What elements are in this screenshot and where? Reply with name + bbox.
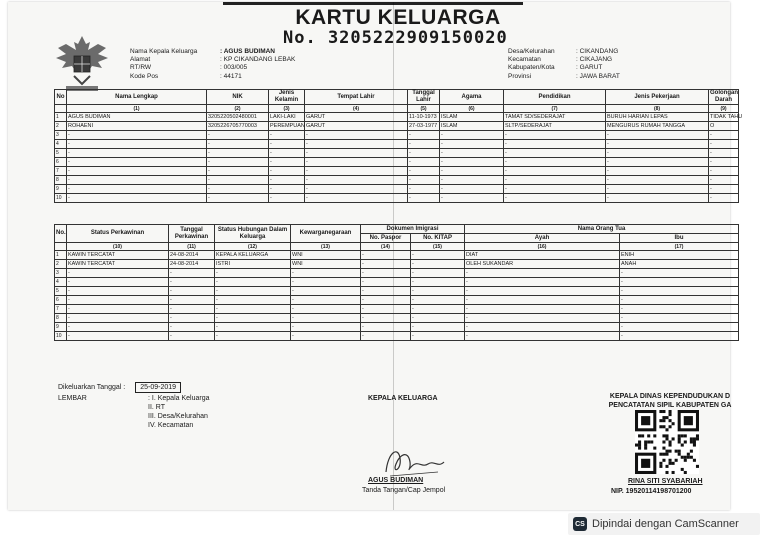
table-cell: -	[620, 314, 739, 323]
table-cell: -	[408, 131, 440, 140]
table-cell: -	[504, 140, 606, 149]
family-head-name: AGUS BUDIMAN	[368, 477, 424, 484]
table-cell: -	[169, 269, 215, 278]
table-cell: -	[606, 149, 709, 158]
table-row	[55, 287, 739, 296]
col-header: Jenis Kelamin	[269, 90, 305, 105]
table-cell: -	[408, 185, 440, 194]
table-cell: -	[305, 140, 408, 149]
table-cell: -	[620, 269, 739, 278]
table-cell: ISTRI	[215, 260, 291, 269]
table-cell: -	[606, 167, 709, 176]
status-table	[54, 224, 739, 341]
row-number: 10	[55, 332, 67, 341]
row-number: 6	[55, 158, 67, 167]
table-cell: -	[291, 296, 361, 305]
table-cell: LAKI-LAKI	[269, 113, 305, 122]
signature-mark	[378, 442, 448, 480]
table-cell: -	[465, 287, 620, 296]
table-row	[55, 122, 739, 131]
table-cell: -	[361, 323, 411, 332]
table-row	[55, 167, 739, 176]
row-number: 4	[55, 278, 67, 287]
status-number-row: (10) (11) (12) (13) (14) (15) (16) (17)	[55, 243, 739, 251]
row-number: 3	[55, 131, 67, 140]
table-row	[55, 269, 739, 278]
info-row-district: Kecamatan : CIKAJANG	[508, 56, 613, 64]
table-cell: -	[305, 131, 408, 140]
issued-date: 25-09-2019	[135, 382, 181, 393]
col-header: Agama	[440, 90, 504, 105]
table-cell: 11-10-1973	[408, 113, 440, 122]
members-table	[54, 89, 743, 203]
info-row-postcode: Kode Pos : 44171	[130, 72, 242, 80]
table-cell: 24-08-2014	[169, 251, 215, 260]
table-cell: -	[67, 140, 207, 149]
table-cell: 27-03-1977	[408, 122, 440, 131]
table-row	[55, 140, 739, 149]
col-header: Tempat Lahir	[305, 90, 408, 105]
lembar-item: : I. Kepala Keluarga	[148, 395, 210, 402]
table-cell: -	[709, 131, 739, 140]
table-cell: -	[305, 185, 408, 194]
table-cell: -	[67, 185, 207, 194]
table-cell: -	[709, 194, 739, 203]
table-cell: -	[291, 269, 361, 278]
table-cell: -	[465, 314, 620, 323]
table-cell: -	[269, 140, 305, 149]
col-subheader: Ibu	[620, 234, 739, 243]
household-info-left	[130, 48, 295, 81]
table-row	[55, 113, 739, 122]
col-subheader: Ayah	[465, 234, 620, 243]
table-cell: -	[411, 332, 465, 341]
table-cell: -	[67, 323, 169, 332]
table-cell: -	[408, 140, 440, 149]
document-title: KARTU KELUARGA	[295, 6, 501, 29]
table-cell: OLEH SUKANDAR	[465, 260, 620, 269]
table-cell: -	[361, 278, 411, 287]
table-cell: ISLAM	[440, 113, 504, 122]
row-number: 8	[55, 314, 67, 323]
table-cell: -	[620, 278, 739, 287]
table-cell: ROHAENI	[67, 122, 207, 131]
table-cell: KAWIN TERCATAT	[67, 260, 169, 269]
row-number: 1	[55, 251, 67, 260]
col-header: Status Hubungan Dalam Keluarga	[215, 225, 291, 243]
table-cell: -	[215, 323, 291, 332]
table-row	[55, 296, 739, 305]
table-cell: -	[411, 323, 465, 332]
table-cell: -	[269, 194, 305, 203]
table-cell: -	[305, 149, 408, 158]
table-cell: -	[411, 296, 465, 305]
table-cell: TAMAT SD/SEDERAJAT	[504, 113, 606, 122]
col-header: Tanggal Lahir	[408, 90, 440, 105]
col-header: Jenis Pekerjaan	[606, 90, 709, 105]
table-cell: -	[215, 287, 291, 296]
table-cell: -	[67, 176, 207, 185]
table-cell: -	[67, 269, 169, 278]
table-cell: -	[207, 167, 269, 176]
table-row	[55, 260, 739, 269]
lembar-item: IV. Kecamatan	[148, 422, 194, 429]
col-subheader: No. KITAP	[411, 234, 465, 243]
table-cell: -	[67, 314, 169, 323]
table-cell: -	[408, 167, 440, 176]
table-cell: -	[215, 314, 291, 323]
table-cell: -	[169, 278, 215, 287]
table-row	[55, 323, 739, 332]
table-cell: -	[215, 269, 291, 278]
info-row-village: Desa/Kelurahan : CIKANDANG	[508, 48, 619, 55]
table-cell: GARUT	[305, 113, 408, 122]
table-cell: -	[440, 176, 504, 185]
table-cell: -	[207, 158, 269, 167]
row-number: 1	[55, 113, 67, 122]
garuda-emblem-icon	[52, 32, 112, 94]
table-row	[55, 278, 739, 287]
row-number: 10	[55, 194, 67, 203]
col-subheader: No. Paspor	[361, 234, 411, 243]
table-cell: -	[504, 176, 606, 185]
info-row-head: Nama Kepala Keluarga : AGUS BUDIMAN	[130, 48, 276, 55]
household-info-right	[508, 48, 620, 81]
table-cell: TIDAK TAHU	[710, 114, 743, 120]
table-cell: -	[411, 278, 465, 287]
table-cell: -	[67, 158, 207, 167]
col-header: No	[55, 90, 67, 105]
table-cell: -	[67, 278, 169, 287]
table-cell: SLTP/SEDERAJAT	[504, 122, 606, 131]
table-cell: -	[361, 269, 411, 278]
table-cell: -	[291, 314, 361, 323]
qr-code-icon	[634, 410, 700, 474]
table-cell: AGUS BUDIMAN	[67, 113, 207, 122]
row-number: 9	[55, 323, 67, 332]
table-cell: -	[709, 158, 739, 167]
info-row-regency: Kabupaten/Kota : GARUT	[508, 64, 603, 72]
lembar-item: III. Desa/Kelurahan	[148, 413, 208, 420]
table-cell: -	[269, 167, 305, 176]
table-cell: -	[465, 332, 620, 341]
table-cell: -	[709, 185, 739, 194]
table-cell: ENIH	[620, 251, 739, 260]
table-cell: -	[408, 176, 440, 185]
table-cell: -	[207, 176, 269, 185]
table-row	[55, 149, 739, 158]
table-cell: -	[291, 305, 361, 314]
signature-caption: Tanda Tangan/Cap Jempol	[362, 487, 446, 494]
table-cell: KAWIN TERCATAT	[67, 251, 169, 260]
col-header: Status Perkawinan	[67, 225, 169, 243]
table-cell: -	[411, 287, 465, 296]
table-row	[55, 158, 739, 167]
officer-nip: NIP. 19520114198701200	[611, 488, 692, 495]
table-cell: -	[291, 287, 361, 296]
lembar-label: LEMBAR	[58, 395, 87, 402]
table-cell: 3205220502480001	[207, 113, 269, 122]
table-cell: -	[291, 332, 361, 341]
table-cell: -	[305, 176, 408, 185]
table-cell: -	[620, 323, 739, 332]
table-cell: -	[620, 332, 739, 341]
lembar-list	[148, 394, 210, 430]
table-cell: -	[361, 287, 411, 296]
table-cell: -	[465, 278, 620, 287]
table-cell: -	[465, 269, 620, 278]
table-cell: BURUH HARIAN LEPAS	[606, 113, 709, 122]
table-cell: -	[67, 131, 207, 140]
table-cell: -	[169, 323, 215, 332]
table-cell: -	[440, 167, 504, 176]
table-cell: -	[620, 287, 739, 296]
row-number: 6	[55, 296, 67, 305]
table-cell: MENGURUS RUMAH TANGGA	[606, 122, 709, 131]
info-row-rtrw: RT/RW : 003/005	[130, 64, 248, 72]
issued-date-line	[58, 382, 181, 393]
table-cell: -	[67, 305, 169, 314]
table-cell: -	[709, 176, 739, 185]
camscanner-badge	[568, 513, 760, 535]
col-header: Tanggal Perkawinan	[169, 225, 215, 243]
table-cell: -	[361, 296, 411, 305]
col-header: Nama Lengkap	[67, 90, 207, 105]
table-cell: -	[606, 194, 709, 203]
table-cell: -	[709, 167, 739, 176]
table-cell: -	[504, 185, 606, 194]
row-number: 8	[55, 176, 67, 185]
table-cell: -	[709, 140, 739, 149]
row-number: 2	[55, 122, 67, 131]
table-cell: -	[169, 305, 215, 314]
table-cell: -	[169, 287, 215, 296]
table-row	[55, 185, 739, 194]
table-cell: -	[408, 194, 440, 203]
table-cell: -	[215, 305, 291, 314]
table-cell: -	[504, 167, 606, 176]
row-number: 7	[55, 167, 67, 176]
table-cell: -	[305, 158, 408, 167]
col-header: Nama Orang Tua	[465, 225, 739, 234]
table-row	[55, 332, 739, 341]
row-number: 2	[55, 260, 67, 269]
row-number: 5	[55, 149, 67, 158]
table-cell: KEPALA KELUARGA	[215, 251, 291, 260]
camscanner-logo-icon: CS	[573, 517, 587, 531]
table-cell: -	[361, 251, 411, 260]
top-edge-band	[223, 2, 523, 5]
row-number: 4	[55, 140, 67, 149]
info-row-address: Alamat : KP CIKANDANG LEBAK	[130, 56, 296, 64]
table-cell: -	[440, 149, 504, 158]
camscanner-label: Dipindai dengan CamScanner	[592, 518, 739, 530]
table-cell: -	[620, 296, 739, 305]
table-cell: -	[606, 185, 709, 194]
table-cell: -	[207, 140, 269, 149]
members-header-row	[55, 90, 739, 105]
table-cell: -	[620, 305, 739, 314]
table-cell: -	[408, 149, 440, 158]
table-cell: -	[606, 176, 709, 185]
table-cell: -	[606, 158, 709, 167]
row-number: 3	[55, 269, 67, 278]
col-header: Golongan Darah	[710, 90, 738, 103]
table-cell: -	[465, 296, 620, 305]
row-number: 7	[55, 305, 67, 314]
row-number: 9	[55, 185, 67, 194]
table-cell: -	[207, 131, 269, 140]
table-cell: -	[269, 131, 305, 140]
table-cell: WNI	[291, 260, 361, 269]
agency-caption: KEPALA DINAS KEPENDUDUKAN D PENCATATAN SIPIL KABUPATEN GA	[608, 393, 732, 409]
table-cell: ANAH	[620, 260, 739, 269]
family-card-document	[8, 2, 743, 510]
table-cell: -	[169, 314, 215, 323]
table-cell: -	[207, 149, 269, 158]
table-cell: -	[67, 296, 169, 305]
col-header: NIK	[207, 90, 269, 105]
table-cell: -	[361, 260, 411, 269]
officer-name: RINA SITI SYABARIAH	[628, 478, 703, 485]
table-cell: -	[440, 185, 504, 194]
row-number: 5	[55, 287, 67, 296]
table-cell: -	[269, 149, 305, 158]
table-cell: -	[709, 149, 739, 158]
table-cell: -	[269, 176, 305, 185]
table-cell: -	[411, 269, 465, 278]
table-cell: -	[207, 194, 269, 203]
sheet-distribution	[58, 394, 210, 429]
table-cell: -	[215, 278, 291, 287]
issued-label: Dikeluarkan Tanggal :	[58, 384, 126, 391]
table-cell: -	[361, 314, 411, 323]
table-cell: 3205226705770003	[207, 122, 269, 131]
table-cell: DIAT	[465, 251, 620, 260]
col-header: Kewarganegaraan	[291, 225, 361, 243]
table-cell: -	[269, 185, 305, 194]
table-cell: -	[361, 332, 411, 341]
table-row	[55, 251, 739, 260]
table-cell: -	[305, 194, 408, 203]
table-row	[55, 176, 739, 185]
table-cell: PEREMPUAN	[270, 123, 305, 129]
table-cell: -	[411, 260, 465, 269]
table-cell: -	[440, 158, 504, 167]
table-cell: -	[465, 323, 620, 332]
col-header: Pendidikan	[504, 90, 606, 105]
table-cell: -	[411, 305, 465, 314]
members-number-row: (1) (2) (3) (4) (5) (6) (7) (8) (9)	[55, 105, 739, 113]
table-cell: -	[305, 167, 408, 176]
table-cell: -	[408, 158, 440, 167]
table-cell: -	[411, 251, 465, 260]
table-cell: 24-08-2014	[169, 260, 215, 269]
family-head-caption: KEPALA KELUARGA	[368, 395, 438, 402]
table-cell: -	[504, 149, 606, 158]
table-cell: -	[411, 314, 465, 323]
table-cell: -	[504, 131, 606, 140]
table-cell: -	[169, 296, 215, 305]
table-cell: -	[361, 305, 411, 314]
table-cell: -	[207, 185, 269, 194]
table-row	[55, 194, 739, 203]
col-header: Dokumen Imigrasi	[361, 225, 465, 234]
table-cell: -	[215, 296, 291, 305]
family-card-number: No. 3205222909150020	[283, 28, 508, 48]
table-row	[55, 314, 739, 323]
table-cell: O	[709, 122, 739, 131]
table-cell: -	[440, 194, 504, 203]
table-cell: -	[67, 287, 169, 296]
table-cell: -	[606, 140, 709, 149]
table-cell: -	[215, 332, 291, 341]
table-cell: -	[606, 131, 709, 140]
table-cell: -	[291, 278, 361, 287]
lembar-item: II. RT	[148, 404, 165, 411]
table-cell: -	[169, 332, 215, 341]
col-header: No.	[55, 225, 67, 243]
table-cell: -	[440, 140, 504, 149]
table-cell: -	[67, 149, 207, 158]
table-cell: -	[440, 131, 504, 140]
status-header-row	[55, 225, 739, 234]
table-cell: -	[465, 305, 620, 314]
table-cell: -	[67, 194, 207, 203]
info-row-province: Provinsi : JAWA BARAT	[508, 72, 620, 80]
table-cell: GARUT	[305, 122, 408, 131]
table-row	[55, 131, 739, 140]
table-cell: -	[67, 167, 207, 176]
table-cell: -	[504, 194, 606, 203]
status-table-body	[55, 251, 739, 341]
table-cell: -	[504, 158, 606, 167]
table-cell: -	[291, 323, 361, 332]
members-table-body	[55, 113, 743, 203]
table-cell: -	[67, 332, 169, 341]
table-cell: ISLAM	[440, 122, 504, 131]
table-cell: -	[269, 158, 305, 167]
table-row	[55, 305, 739, 314]
table-cell: WNI	[291, 251, 361, 260]
